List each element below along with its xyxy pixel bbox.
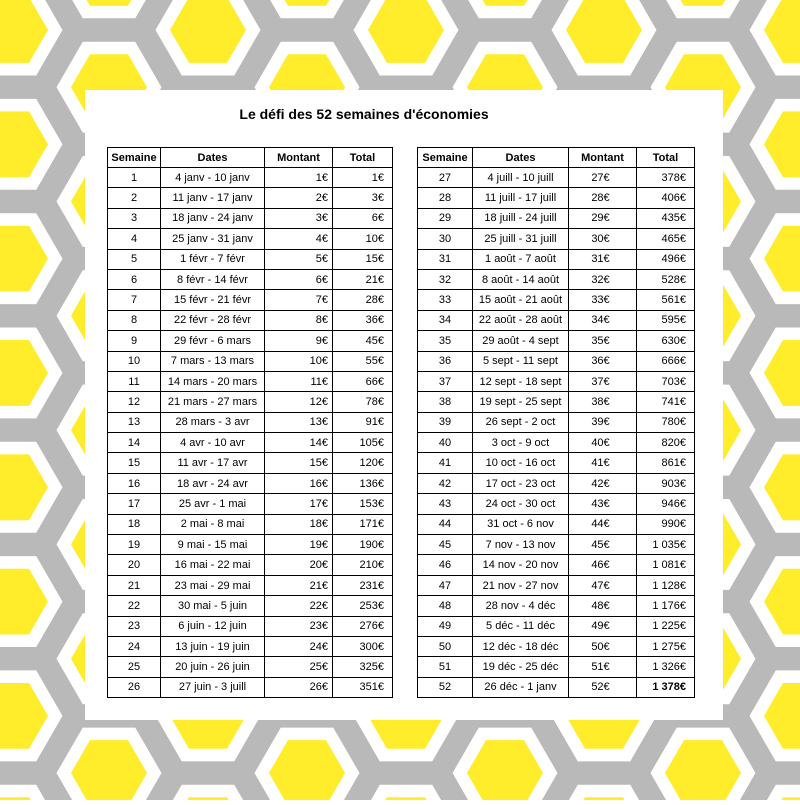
- total-cell: 630€: [637, 331, 695, 351]
- amount-cell: 2€: [265, 188, 333, 208]
- dates-cell: 29 août - 4 sept: [473, 331, 569, 351]
- total-cell: 10€: [333, 229, 393, 249]
- amount-cell: 24€: [265, 636, 333, 656]
- header-montant: Montant: [265, 148, 333, 168]
- dates-cell: 13 juin - 19 juin: [161, 636, 265, 656]
- table-row: [418, 229, 695, 249]
- week-cell: 39: [418, 412, 473, 432]
- table-row: [418, 310, 695, 330]
- dates-cell: 19 sept - 25 sept: [473, 392, 569, 412]
- dates-cell: 9 mai - 15 mai: [161, 535, 265, 555]
- table-row: [418, 575, 695, 595]
- amount-cell: 5€: [265, 249, 333, 269]
- amount-cell: 34€: [569, 310, 637, 330]
- dates-cell: 26 déc - 1 janv: [473, 677, 569, 697]
- header-dates: Dates: [161, 148, 265, 168]
- total-cell: 780€: [637, 412, 695, 432]
- table-row: [418, 331, 695, 351]
- table-row: [108, 229, 393, 249]
- table-row: [108, 351, 393, 371]
- total-cell: 55€: [333, 351, 393, 371]
- amount-cell: 18€: [265, 514, 333, 534]
- table-row: [418, 555, 695, 575]
- total-cell: 703€: [637, 371, 695, 391]
- dates-cell: 1 févr - 7 févr: [161, 249, 265, 269]
- table-row: [418, 636, 695, 656]
- total-cell: 253€: [333, 596, 393, 616]
- table-row: [108, 677, 393, 697]
- total-cell: 1€: [333, 168, 393, 188]
- week-cell: 31: [418, 249, 473, 269]
- amount-cell: 28€: [569, 188, 637, 208]
- table-row: [108, 433, 393, 453]
- header-montant: Montant: [569, 148, 637, 168]
- week-cell: 47: [418, 575, 473, 595]
- right-savings-table: [417, 147, 695, 698]
- amount-cell: 42€: [569, 473, 637, 493]
- dates-cell: 22 août - 28 août: [473, 310, 569, 330]
- dates-cell: 12 sept - 18 sept: [473, 371, 569, 391]
- header-total: Total: [333, 148, 393, 168]
- amount-cell: 19€: [265, 535, 333, 555]
- dates-cell: 29 févr - 6 mars: [161, 331, 265, 351]
- dates-cell: 25 juill - 31 juill: [473, 229, 569, 249]
- header-total: Total: [637, 148, 695, 168]
- amount-cell: 1€: [265, 168, 333, 188]
- total-cell: 231€: [333, 575, 393, 595]
- table-row: [418, 657, 695, 677]
- week-cell: 29: [418, 208, 473, 228]
- dates-cell: 12 déc - 18 déc: [473, 636, 569, 656]
- table-row: [108, 494, 393, 514]
- dates-cell: 11 avr - 17 avr: [161, 453, 265, 473]
- hexagon-core: [566, 0, 642, 63]
- hexagon-core: [0, 0, 48, 63]
- table-row: [108, 636, 393, 656]
- total-cell: 300€: [333, 636, 393, 656]
- table-row: [418, 412, 695, 432]
- week-cell: 5: [108, 249, 161, 269]
- table-row: [418, 616, 695, 636]
- dates-cell: 7 mars - 13 mars: [161, 351, 265, 371]
- dates-cell: 15 févr - 21 févr: [161, 290, 265, 310]
- dates-cell: 20 juin - 26 juin: [161, 657, 265, 677]
- table-row: [418, 535, 695, 555]
- hexagon-core: [0, 340, 48, 406]
- week-cell: 17: [108, 494, 161, 514]
- total-cell: 91€: [333, 412, 393, 432]
- table-row: [418, 168, 695, 188]
- table-row: [108, 168, 393, 188]
- dates-cell: 14 nov - 20 nov: [473, 555, 569, 575]
- amount-cell: 9€: [265, 331, 333, 351]
- left-savings-table: [107, 147, 393, 698]
- total-cell: 1 035€: [637, 535, 695, 555]
- table-row: [108, 412, 393, 432]
- week-cell: 52: [418, 677, 473, 697]
- amount-cell: 47€: [569, 575, 637, 595]
- total-cell: 351€: [333, 677, 393, 697]
- dates-cell: 18 janv - 24 janv: [161, 208, 265, 228]
- total-cell: 1 275€: [637, 636, 695, 656]
- total-cell: 1 128€: [637, 575, 695, 595]
- hexagon-core: [269, 740, 345, 800]
- table-row: [108, 249, 393, 269]
- dates-cell: 4 juill - 10 juill: [473, 168, 569, 188]
- amount-cell: 13€: [265, 412, 333, 432]
- week-cell: 23: [108, 616, 161, 636]
- hexagon-core: [170, 0, 246, 63]
- hexagon-core: [764, 111, 800, 177]
- dates-cell: 8 févr - 14 févr: [161, 269, 265, 289]
- week-cell: 3: [108, 208, 161, 228]
- amount-cell: 10€: [265, 351, 333, 371]
- total-cell: 378€: [637, 168, 695, 188]
- week-cell: 40: [418, 433, 473, 453]
- hexagon-core: [71, 740, 147, 800]
- week-cell: 43: [418, 494, 473, 514]
- dates-cell: 18 avr - 24 avr: [161, 473, 265, 493]
- dates-cell: 3 oct - 9 oct: [473, 433, 569, 453]
- week-cell: 34: [418, 310, 473, 330]
- week-cell: 15: [108, 453, 161, 473]
- amount-cell: 37€: [569, 371, 637, 391]
- amount-cell: 21€: [265, 575, 333, 595]
- amount-cell: 3€: [265, 208, 333, 228]
- table-header-row: [108, 148, 393, 168]
- total-cell: 595€: [637, 310, 695, 330]
- total-cell: 325€: [333, 657, 393, 677]
- week-cell: 32: [418, 269, 473, 289]
- total-cell: 190€: [333, 535, 393, 555]
- table-row: [418, 269, 695, 289]
- table-row: [108, 596, 393, 616]
- total-cell: 496€: [637, 249, 695, 269]
- week-cell: 4: [108, 229, 161, 249]
- total-cell: 1 225€: [637, 616, 695, 636]
- dates-cell: 1 août - 7 août: [473, 249, 569, 269]
- total-cell: 6€: [333, 208, 393, 228]
- amount-cell: 15€: [265, 453, 333, 473]
- week-cell: 2: [108, 188, 161, 208]
- total-cell: 28€: [333, 290, 393, 310]
- week-cell: 26: [108, 677, 161, 697]
- amount-cell: 49€: [569, 616, 637, 636]
- amount-cell: 6€: [265, 269, 333, 289]
- amount-cell: 14€: [265, 433, 333, 453]
- table-row: [108, 453, 393, 473]
- week-cell: 51: [418, 657, 473, 677]
- week-cell: 33: [418, 290, 473, 310]
- week-cell: 19: [108, 535, 161, 555]
- total-cell: 136€: [333, 473, 393, 493]
- week-cell: 27: [418, 168, 473, 188]
- total-cell: 276€: [333, 616, 393, 636]
- hexagon-core: [467, 0, 543, 6]
- table-row: [418, 433, 695, 453]
- dates-cell: 11 janv - 17 janv: [161, 188, 265, 208]
- table-row: [418, 677, 695, 697]
- amount-cell: 7€: [265, 290, 333, 310]
- total-cell: 3€: [333, 188, 393, 208]
- week-cell: 9: [108, 331, 161, 351]
- table-row: [108, 657, 393, 677]
- hexagon-core: [0, 683, 48, 749]
- total-cell: 78€: [333, 392, 393, 412]
- amount-cell: 52€: [569, 677, 637, 697]
- hexagon-core: [764, 340, 800, 406]
- week-cell: 42: [418, 473, 473, 493]
- week-cell: 14: [108, 433, 161, 453]
- hexagon-core: [71, 0, 147, 6]
- table-row: [108, 310, 393, 330]
- amount-cell: 22€: [265, 596, 333, 616]
- week-cell: 46: [418, 555, 473, 575]
- week-cell: 41: [418, 453, 473, 473]
- total-cell: 1 378€: [637, 677, 695, 697]
- table-row: [108, 371, 393, 391]
- table-row: [108, 616, 393, 636]
- dates-cell: 26 sept - 2 oct: [473, 412, 569, 432]
- table-row: [108, 290, 393, 310]
- total-cell: 36€: [333, 310, 393, 330]
- table-header-row: [418, 148, 695, 168]
- dates-cell: 6 juin - 12 juin: [161, 616, 265, 636]
- amount-cell: 11€: [265, 371, 333, 391]
- week-cell: 6: [108, 269, 161, 289]
- week-cell: 21: [108, 575, 161, 595]
- total-cell: 1 176€: [637, 596, 695, 616]
- table-row: [418, 290, 695, 310]
- dates-cell: 18 juill - 24 juill: [473, 208, 569, 228]
- dates-cell: 5 déc - 11 déc: [473, 616, 569, 636]
- week-cell: 10: [108, 351, 161, 371]
- week-cell: 7: [108, 290, 161, 310]
- dates-cell: 7 nov - 13 nov: [473, 535, 569, 555]
- dates-cell: 17 oct - 23 oct: [473, 473, 569, 493]
- amount-cell: 36€: [569, 351, 637, 371]
- header-semaine: Semaine: [418, 148, 473, 168]
- dates-cell: 11 juill - 17 juill: [473, 188, 569, 208]
- amount-cell: 26€: [265, 677, 333, 697]
- hexagon-core: [665, 0, 741, 6]
- total-cell: 66€: [333, 371, 393, 391]
- hexagon-core: [764, 683, 800, 749]
- week-cell: 30: [418, 229, 473, 249]
- week-cell: 50: [418, 636, 473, 656]
- hexagon-core: [467, 740, 543, 800]
- total-cell: 153€: [333, 494, 393, 514]
- week-cell: 38: [418, 392, 473, 412]
- total-cell: 1 081€: [637, 555, 695, 575]
- total-cell: 210€: [333, 555, 393, 575]
- week-cell: 18: [108, 514, 161, 534]
- week-cell: 36: [418, 351, 473, 371]
- total-cell: 820€: [637, 433, 695, 453]
- total-cell: 990€: [637, 514, 695, 534]
- week-cell: 45: [418, 535, 473, 555]
- amount-cell: 51€: [569, 657, 637, 677]
- table-row: [418, 371, 695, 391]
- amount-cell: 25€: [265, 657, 333, 677]
- hexagon-core: [269, 0, 345, 6]
- dates-cell: 28 mars - 3 avr: [161, 412, 265, 432]
- hexagon-core: [764, 454, 800, 520]
- challenge-card: [85, 90, 723, 720]
- amount-cell: 17€: [265, 494, 333, 514]
- dates-cell: 27 juin - 3 juill: [161, 677, 265, 697]
- total-cell: 528€: [637, 269, 695, 289]
- amount-cell: 38€: [569, 392, 637, 412]
- week-cell: 48: [418, 596, 473, 616]
- amount-cell: 35€: [569, 331, 637, 351]
- dates-cell: 2 mai - 8 mai: [161, 514, 265, 534]
- amount-cell: 48€: [569, 596, 637, 616]
- table-row: [418, 188, 695, 208]
- dates-cell: 4 avr - 10 avr: [161, 433, 265, 453]
- table-row: [108, 188, 393, 208]
- amount-cell: 8€: [265, 310, 333, 330]
- dates-cell: 14 mars - 20 mars: [161, 371, 265, 391]
- week-cell: 1: [108, 168, 161, 188]
- week-cell: 24: [108, 636, 161, 656]
- hexagon-core: [0, 111, 48, 177]
- total-cell: 666€: [637, 351, 695, 371]
- hexagon-core: [0, 454, 48, 520]
- dates-cell: 25 janv - 31 janv: [161, 229, 265, 249]
- dates-cell: 19 déc - 25 déc: [473, 657, 569, 677]
- hexagon-core: [665, 740, 741, 800]
- table-row: [418, 249, 695, 269]
- dates-cell: 31 oct - 6 nov: [473, 514, 569, 534]
- table-row: [418, 596, 695, 616]
- dates-cell: 22 févr - 28 févr: [161, 310, 265, 330]
- total-cell: 465€: [637, 229, 695, 249]
- table-row: [108, 514, 393, 534]
- week-cell: 25: [108, 657, 161, 677]
- table-row: [108, 555, 393, 575]
- dates-cell: 21 mars - 27 mars: [161, 392, 265, 412]
- amount-cell: 16€: [265, 473, 333, 493]
- hexagon-core: [0, 569, 48, 635]
- table-row: [418, 351, 695, 371]
- amount-cell: 32€: [569, 269, 637, 289]
- dates-cell: 28 nov - 4 déc: [473, 596, 569, 616]
- total-cell: 861€: [637, 453, 695, 473]
- amount-cell: 41€: [569, 453, 637, 473]
- week-cell: 12: [108, 392, 161, 412]
- amount-cell: 39€: [569, 412, 637, 432]
- week-cell: 20: [108, 555, 161, 575]
- dates-cell: 4 janv - 10 janv: [161, 168, 265, 188]
- table-row: [108, 575, 393, 595]
- total-cell: 105€: [333, 433, 393, 453]
- table-row: [418, 453, 695, 473]
- total-cell: 171€: [333, 514, 393, 534]
- amount-cell: 27€: [569, 168, 637, 188]
- week-cell: 28: [418, 188, 473, 208]
- table-row: [418, 208, 695, 228]
- amount-cell: 31€: [569, 249, 637, 269]
- amount-cell: 40€: [569, 433, 637, 453]
- page-title: Le défi des 52 semaines d'économies: [239, 106, 489, 122]
- amount-cell: 4€: [265, 229, 333, 249]
- total-cell: 15€: [333, 249, 393, 269]
- header-dates: Dates: [473, 148, 569, 168]
- total-cell: 21€: [333, 269, 393, 289]
- total-cell: 903€: [637, 473, 695, 493]
- amount-cell: 50€: [569, 636, 637, 656]
- dates-cell: 25 avr - 1 mai: [161, 494, 265, 514]
- week-cell: 22: [108, 596, 161, 616]
- dates-cell: 30 mai - 5 juin: [161, 596, 265, 616]
- hexagon-core: [0, 226, 48, 292]
- table-row: [108, 535, 393, 555]
- dates-cell: 15 août - 21 août: [473, 290, 569, 310]
- week-cell: 35: [418, 331, 473, 351]
- amount-cell: 43€: [569, 494, 637, 514]
- total-cell: 946€: [637, 494, 695, 514]
- total-cell: 1 326€: [637, 657, 695, 677]
- week-cell: 37: [418, 371, 473, 391]
- table-row: [108, 473, 393, 493]
- table-row: [418, 392, 695, 412]
- hexagon-core: [764, 569, 800, 635]
- table-row: [108, 392, 393, 412]
- amount-cell: 20€: [265, 555, 333, 575]
- hexagon-core: [764, 226, 800, 292]
- total-cell: 741€: [637, 392, 695, 412]
- amount-cell: 45€: [569, 535, 637, 555]
- table-row: [418, 494, 695, 514]
- dates-cell: 24 oct - 30 oct: [473, 494, 569, 514]
- dates-cell: 5 sept - 11 sept: [473, 351, 569, 371]
- amount-cell: 33€: [569, 290, 637, 310]
- week-cell: 16: [108, 473, 161, 493]
- dates-cell: 23 mai - 29 mai: [161, 575, 265, 595]
- total-cell: 435€: [637, 208, 695, 228]
- total-cell: 406€: [637, 188, 695, 208]
- dates-cell: 8 août - 14 août: [473, 269, 569, 289]
- amount-cell: 46€: [569, 555, 637, 575]
- header-semaine: Semaine: [108, 148, 161, 168]
- amount-cell: 29€: [569, 208, 637, 228]
- total-cell: 561€: [637, 290, 695, 310]
- week-cell: 49: [418, 616, 473, 636]
- hexagon-core: [764, 0, 800, 63]
- amount-cell: 12€: [265, 392, 333, 412]
- week-cell: 13: [108, 412, 161, 432]
- week-cell: 8: [108, 310, 161, 330]
- amount-cell: 23€: [265, 616, 333, 636]
- hexagon-core: [368, 0, 444, 63]
- table-row: [418, 473, 695, 493]
- amount-cell: 44€: [569, 514, 637, 534]
- table-row: [108, 269, 393, 289]
- table-row: [418, 514, 695, 534]
- dates-cell: 21 nov - 27 nov: [473, 575, 569, 595]
- table-row: [108, 208, 393, 228]
- total-cell: 45€: [333, 331, 393, 351]
- week-cell: 44: [418, 514, 473, 534]
- dates-cell: 16 mai - 22 mai: [161, 555, 265, 575]
- total-cell: 120€: [333, 453, 393, 473]
- table-row: [108, 331, 393, 351]
- amount-cell: 30€: [569, 229, 637, 249]
- week-cell: 11: [108, 371, 161, 391]
- dates-cell: 10 oct - 16 oct: [473, 453, 569, 473]
